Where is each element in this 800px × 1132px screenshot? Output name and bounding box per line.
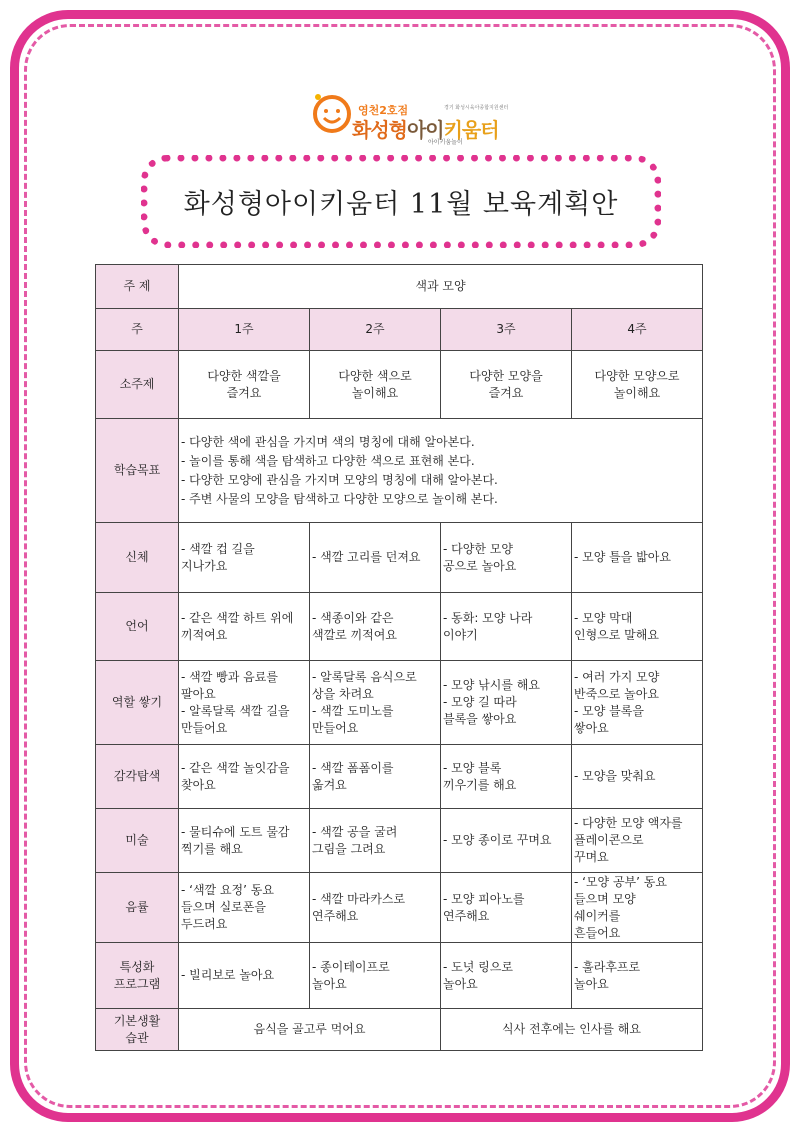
plan-table <box>95 264 703 1051</box>
goal-line: - 주변 사물의 모양을 탐색하고 다양한 모양으로 놀이해 본다. <box>181 491 498 506</box>
logo-main-part-3: 키움터 <box>443 118 499 142</box>
logo-sub-text: 아이키움놀이 <box>428 139 463 146</box>
activity-row <box>96 809 703 873</box>
theme-label: 주 제 <box>96 265 179 309</box>
activity-label-line: 프로그램 <box>113 976 161 991</box>
activity-line: 지나가요 <box>181 558 228 573</box>
goal-line: - 다양한 색에 관심을 가지며 색의 명칭에 대해 알아본다. <box>181 434 475 449</box>
subtopic-line: 다양한 색으로 <box>338 368 412 383</box>
title-box <box>141 155 661 248</box>
theme-value: 색과 모양 <box>179 265 703 309</box>
activity-label <box>96 593 179 661</box>
activity-cell <box>572 943 703 1009</box>
week-row <box>96 309 703 351</box>
smiley-face-icon <box>312 94 352 134</box>
activity-line: 들으며 모양 <box>574 891 636 906</box>
logo-main-part-2: 아이 <box>406 118 444 142</box>
activity-line: 이야기 <box>443 627 478 642</box>
activity-label <box>96 661 179 745</box>
subtopic-line: 놀이해요 <box>613 385 661 400</box>
activity-label <box>96 809 179 873</box>
activity-cell <box>179 523 310 593</box>
week-header: 1주 <box>179 309 310 351</box>
subtopic-label: 소주제 <box>96 351 179 419</box>
activity-line: - 색깔 공을 굴려 <box>312 824 398 839</box>
activity-line: - 물티슈에 도트 물감 <box>181 824 290 839</box>
activity-row <box>96 523 703 593</box>
activity-cell <box>572 593 703 661</box>
activity-label-line: 미술 <box>125 833 149 847</box>
activity-line: - 모양 막대 <box>574 610 633 625</box>
subtopic-row <box>96 351 703 419</box>
week-header: 2주 <box>310 309 441 351</box>
activity-cell <box>572 523 703 593</box>
subtopic-line: 즐겨요 <box>226 385 262 400</box>
activity-line: - 모양 종이로 꾸며요 <box>443 833 552 847</box>
activity-row <box>96 661 703 745</box>
activity-line: - 다양한 모양 액자를 <box>574 816 683 830</box>
activity-cell <box>572 745 703 809</box>
activity-label-line: 역할 쌓기 <box>111 695 163 709</box>
goal-row <box>96 419 703 523</box>
activity-row <box>96 593 703 661</box>
activity-label-line: 언어 <box>125 619 149 633</box>
activity-line: 공으로 놀아요 <box>443 558 517 573</box>
activity-line: 꾸며요 <box>574 850 609 864</box>
activity-cell <box>441 873 572 943</box>
subtopic-cell <box>572 351 703 419</box>
subtopic-line: 다양한 색깔을 <box>207 368 281 383</box>
activity-line: 옮겨요 <box>312 777 347 792</box>
subtopic-line: 즐겨요 <box>488 385 524 400</box>
activity-line: 놀아요 <box>443 976 478 991</box>
activity-line: - 모양을 맞춰요 <box>574 769 656 783</box>
activity-line: - ‘모양 공부’ 동요 <box>574 874 667 889</box>
activity-line: 찾아요 <box>181 777 216 792</box>
activity-label <box>96 943 179 1009</box>
activity-line: 찍기를 해요 <box>181 841 243 856</box>
subtopic-cell <box>179 351 310 419</box>
activity-line: 흔들어요 <box>574 925 621 940</box>
habit-cell: 음식을 골고루 먹어요 <box>179 1009 441 1051</box>
activity-label-line: 음률 <box>125 900 149 914</box>
logo <box>312 88 522 150</box>
activity-row <box>96 943 703 1009</box>
logo-tiny-text: 경기 화성시육아종합지원센터 <box>444 105 509 111</box>
habit-cell: 식사 전후에는 인사를 해요 <box>441 1009 703 1051</box>
activity-line: - 모양 블록 <box>443 760 502 775</box>
habit-label-line: 기본생활 <box>113 1013 161 1028</box>
activity-line: - 같은 색깔 놀잇감을 <box>181 760 290 775</box>
logo-branch-text: 영천2호점 <box>358 104 409 117</box>
activity-line: 들으며 실로폰을 <box>181 900 266 914</box>
activity-cell <box>310 523 441 593</box>
activity-line: 그림을 그려요 <box>312 841 386 856</box>
habit-label <box>96 1009 179 1051</box>
activity-cell <box>310 873 441 943</box>
activity-line: 끼적여요 <box>181 627 228 642</box>
activity-line: - 종이테이프로 <box>312 959 390 974</box>
activity-line: 블록을 쌓아요 <box>443 712 517 726</box>
goal-line: - 놀이를 통해 색을 탐색하고 다양한 색으로 표현해 본다. <box>181 453 475 468</box>
activity-cell <box>572 809 703 873</box>
subtopic-cell <box>310 351 441 419</box>
activity-line: - 여러 가지 모양 <box>574 669 660 684</box>
week-header: 4주 <box>572 309 703 351</box>
activity-label <box>96 745 179 809</box>
logo-main-text <box>352 114 499 143</box>
activity-line: 쉐이커를 <box>574 908 621 923</box>
activity-line: - 도넛 링으로 <box>443 959 513 974</box>
activity-cell <box>441 593 572 661</box>
activity-line: 연주해요 <box>312 908 359 923</box>
activity-line: - 모양 길 따라 <box>443 695 517 709</box>
activity-cell <box>441 943 572 1009</box>
logo-main-part-1: 화성형 <box>352 118 407 142</box>
activity-cell <box>441 523 572 593</box>
activity-row <box>96 873 703 943</box>
activity-row <box>96 745 703 809</box>
activity-line: 끼우기를 해요 <box>443 777 517 792</box>
activity-cell <box>179 745 310 809</box>
subtopic-line: 놀이해요 <box>351 385 399 400</box>
activity-cell <box>572 873 703 943</box>
activity-cell <box>179 943 310 1009</box>
subtopic-line: 다양한 모양으로 <box>594 368 680 383</box>
activity-line: - 동화: 모양 나라 <box>443 610 533 625</box>
activity-line: - 같은 색깔 하트 위에 <box>181 610 294 625</box>
activity-label <box>96 873 179 943</box>
activity-line: 두드려요 <box>181 917 228 931</box>
activity-cell <box>310 809 441 873</box>
activity-cell <box>179 661 310 745</box>
week-label: 주 <box>96 309 179 351</box>
activity-label-line: 특성화 <box>119 959 155 974</box>
activity-line: 쌓아요 <box>574 720 609 735</box>
activity-line: - 알록달록 색깔 길을 <box>181 703 290 718</box>
subtopic-cell <box>441 351 572 419</box>
activity-line: - 훌라후프로 <box>574 959 641 974</box>
activity-line: 플레이콘으로 <box>574 833 644 847</box>
habit-label-line: 습관 <box>125 1030 149 1045</box>
activity-line: - 모양 틀을 밟아요 <box>574 550 671 564</box>
activity-line: 연주해요 <box>443 908 490 923</box>
activity-cell <box>441 745 572 809</box>
goal-cell <box>179 419 703 523</box>
activity-line: - 모양 낚시를 해요 <box>443 678 540 692</box>
activity-line: - 색깔 컵 길을 <box>181 541 255 556</box>
activity-cell <box>179 873 310 943</box>
activity-line: - 색깔 고리를 던져요 <box>312 550 421 564</box>
activity-line: 만들어요 <box>312 720 359 735</box>
activity-line: - 색종이와 같은 <box>312 610 394 625</box>
activity-cell <box>179 809 310 873</box>
activity-line: - 다양한 모양 <box>443 541 513 556</box>
goal-label: 학습목표 <box>96 419 179 523</box>
activity-line: 인형으로 말해요 <box>574 627 659 642</box>
activity-line: - 알록달록 음식으로 <box>312 669 417 684</box>
activity-label <box>96 523 179 593</box>
activity-line: - 빌리보로 놀아요 <box>181 968 275 982</box>
activity-line: 반죽으로 놀아요 <box>574 686 659 701</box>
activity-cell <box>179 593 310 661</box>
activity-line: - 모양 블록을 <box>574 703 644 718</box>
activity-line: - 색깔 폼폼이를 <box>312 760 394 775</box>
activity-cell <box>441 661 572 745</box>
activity-cell <box>310 745 441 809</box>
activity-label-line: 감각탐색 <box>113 769 161 783</box>
activity-line: 놀아요 <box>574 976 609 991</box>
activity-line: - 색깔 도미노를 <box>312 703 394 718</box>
activity-cell <box>310 593 441 661</box>
habit-row <box>96 1009 703 1051</box>
activity-cell <box>310 661 441 745</box>
activity-line: 상을 차려요 <box>312 686 374 701</box>
activity-cell <box>572 661 703 745</box>
activity-line: - 색깔 빵과 음료를 <box>181 669 278 684</box>
activity-label-line: 신체 <box>125 550 149 564</box>
activity-line: - 모양 피아노를 <box>443 891 525 906</box>
theme-row <box>96 265 703 309</box>
activity-line: 팔아요 <box>181 686 216 701</box>
activity-line: - 색깔 마라카스로 <box>312 891 406 906</box>
activity-cell <box>310 943 441 1009</box>
page-title: 화성형아이키움터 11월 보육계획안 <box>183 189 619 220</box>
activity-line: 만들어요 <box>181 720 228 735</box>
activity-cell <box>441 809 572 873</box>
subtopic-line: 다양한 모양을 <box>469 368 543 383</box>
activity-line: 색깔로 끼적여요 <box>312 627 397 642</box>
week-header: 3주 <box>441 309 572 351</box>
activity-line: 놀아요 <box>312 976 347 991</box>
activity-line: - ‘색깔 요정’ 동요 <box>181 883 274 897</box>
goal-line: - 다양한 모양에 관심을 가지며 모양의 명칭에 대해 알아본다. <box>181 472 498 487</box>
